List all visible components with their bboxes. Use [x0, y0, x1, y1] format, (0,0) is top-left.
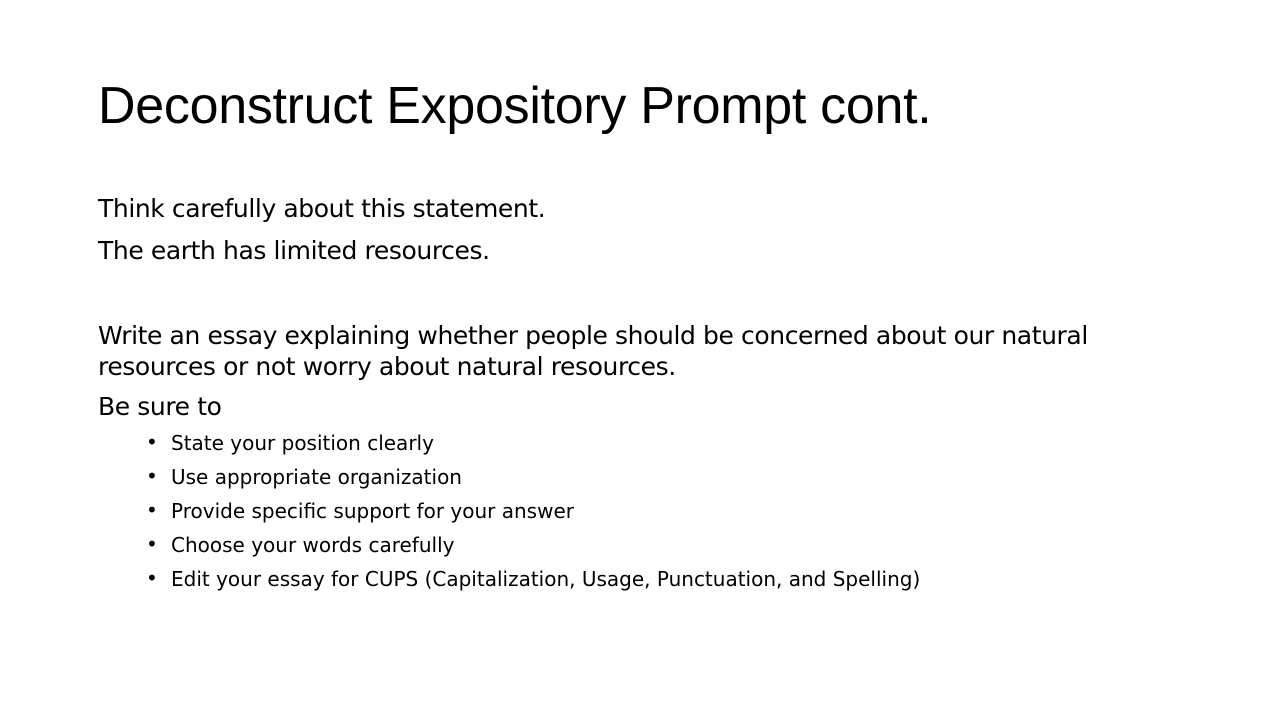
instruction-think: Think carefully about this statement. — [98, 194, 546, 223]
list-item — [146, 460, 1208, 494]
slide-body — [98, 194, 1208, 596]
list-item-text: State your position clearly — [171, 431, 434, 455]
list-item-text: Choose your words carefully — [171, 533, 455, 557]
list-item — [146, 562, 1208, 596]
slide-title: Deconstruct Expository Prompt cont. — [98, 77, 932, 135]
bullet-icon: • — [146, 430, 158, 454]
requirements-list — [98, 426, 1208, 596]
bullet-icon: • — [146, 464, 158, 488]
bullet-icon: • — [146, 566, 158, 590]
bullet-icon: • — [146, 532, 158, 556]
essay-prompt: Write an essay explaining whether people should be concerned about our natural resources or not worry about natural resources. — [98, 321, 1088, 381]
list-item — [146, 494, 1208, 528]
bullet-icon: • — [146, 498, 158, 522]
list-item — [146, 528, 1208, 562]
be-sure-to: Be sure to — [98, 392, 222, 421]
list-item — [146, 426, 1208, 460]
list-item-text: Provide specific support for your answer — [171, 499, 574, 523]
list-item-text: Edit your essay for CUPS (Capitalization, Usage, Punctuation, and Spelling) — [171, 567, 921, 591]
statement: The earth has limited resources. — [98, 236, 490, 265]
list-item-text: Use appropriate organization — [171, 465, 462, 489]
